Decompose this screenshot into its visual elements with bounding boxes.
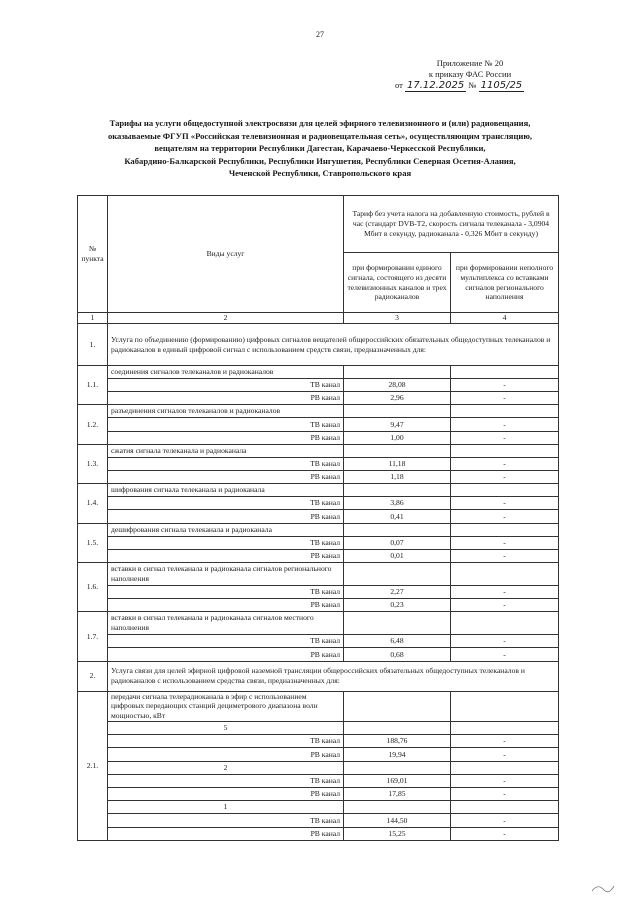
- table-row: [78, 635, 559, 648]
- tariff-value: 0,07: [344, 536, 451, 549]
- table-row: [78, 470, 559, 483]
- table-row: [78, 379, 559, 392]
- item-text: разъединения сигналов телеканалов и радиоканалов: [108, 405, 344, 418]
- channel-label: ТВ канал: [108, 457, 344, 470]
- channel-label: РВ канал: [108, 549, 344, 562]
- table-row: [78, 787, 559, 800]
- power-label: 2: [108, 761, 344, 774]
- empty-cell: [344, 691, 451, 721]
- tariff-value-regional: -: [451, 585, 559, 598]
- channel-label: РВ канал: [108, 599, 344, 612]
- channel-label: РВ канал: [108, 648, 344, 661]
- item-text: сжатия сигнала телеканала и радиоканала: [108, 444, 344, 457]
- channel-label: РВ канал: [108, 748, 344, 761]
- table-row: [78, 774, 559, 787]
- tariff-value: 6,48: [344, 635, 451, 648]
- channel-label: РВ канал: [108, 510, 344, 523]
- tariff-value-regional: -: [451, 774, 559, 787]
- empty-cell: [344, 761, 451, 774]
- tariff-value: 28,08: [344, 379, 451, 392]
- tariff-value: 17,85: [344, 787, 451, 800]
- power-label: 1: [108, 801, 344, 814]
- appendix-from: от: [395, 80, 403, 90]
- empty-cell: [451, 801, 559, 814]
- section-text: Услуга по объединению (формированию) цифровых сигналов вещателей общероссийских обязательных общедоступных телеканалов и радиоканалов в единый цифровой сигнал с использованием средств связи, предназначенных для:: [108, 324, 559, 366]
- title-line: Чеченской Республики, Ставропольского края: [228, 168, 412, 179]
- channel-label: РВ канал: [108, 827, 344, 840]
- empty-cell: [451, 691, 559, 721]
- tariff-value-regional: -: [451, 470, 559, 483]
- title-line: Тарифы на услуги общедоступной электросвязи для целей эфирного телевизионного и (или) радиовещания,: [109, 118, 531, 128]
- page-number: 27: [316, 30, 324, 39]
- header-index: 2: [108, 313, 344, 324]
- appendix-date-line: [395, 80, 545, 91]
- empty-cell: [451, 405, 559, 418]
- tariff-table: [77, 195, 559, 841]
- table-row: [78, 801, 559, 814]
- table-row: [78, 324, 559, 366]
- tariff-value: 15,25: [344, 827, 451, 840]
- item-number: 1.1.: [78, 366, 108, 405]
- header-services: Виды услуг: [108, 196, 344, 313]
- table-row: [78, 549, 559, 562]
- table-row: [78, 691, 559, 721]
- table-row: [78, 612, 559, 635]
- empty-cell: [344, 562, 451, 585]
- header-index: 4: [451, 313, 559, 324]
- tariff-value-regional: -: [451, 431, 559, 444]
- empty-cell: [451, 366, 559, 379]
- tariff-value: 11,18: [344, 457, 451, 470]
- channel-label: РВ канал: [108, 787, 344, 800]
- empty-cell: [344, 484, 451, 497]
- tariff-value-regional: -: [451, 787, 559, 800]
- channel-label: ТВ канал: [108, 735, 344, 748]
- table-row: [78, 431, 559, 444]
- title-line: вещателям на территории Республики Дагестан, Карачаево-Черкесской Республики,: [154, 143, 486, 154]
- appendix-order: к приказу ФАС России: [428, 69, 512, 79]
- table-row: [78, 585, 559, 598]
- item-number: 1.7.: [78, 612, 108, 661]
- table-row: [78, 562, 559, 585]
- table-row: [78, 761, 559, 774]
- channel-label: РВ канал: [108, 431, 344, 444]
- tariff-value: 2,27: [344, 585, 451, 598]
- item-text: передачи сигнала телерадиоканала в эфир с использованием цифровых передающих станций дециметрового диапазона волн мощностью, кВт: [108, 691, 344, 721]
- empty-cell: [344, 801, 451, 814]
- empty-cell: [344, 612, 451, 635]
- table-row: [78, 484, 559, 497]
- header-index: 1: [78, 313, 108, 324]
- table-row: [78, 722, 559, 735]
- empty-cell: [344, 444, 451, 457]
- tariff-value-regional: -: [451, 536, 559, 549]
- table-row: [78, 748, 559, 761]
- table-row: [78, 510, 559, 523]
- table-row: [78, 444, 559, 457]
- table-row: [78, 392, 559, 405]
- tariff-value: 0,41: [344, 510, 451, 523]
- section-text: Услуга связи для целей эфирной цифровой наземной трансляции общероссийских обязательных общедоступных телеканалов и радиоканалов с использованием средства связи, предназначенных для:: [108, 661, 559, 691]
- section-number: 1.: [78, 324, 108, 366]
- empty-cell: [451, 562, 559, 585]
- channel-label: РВ канал: [108, 392, 344, 405]
- tariff-value-regional: -: [451, 635, 559, 648]
- empty-cell: [451, 523, 559, 536]
- item-number: 1.5.: [78, 523, 108, 562]
- item-text: дешифрования сигнала телеканала и радиоканала: [108, 523, 344, 536]
- title-line: оказываемые ФГУП «Российская телевизионная и радиовещательная сеть», осуществляющим трансляцию,: [107, 130, 533, 141]
- tariff-value-regional: -: [451, 392, 559, 405]
- tariff-value: 0,68: [344, 648, 451, 661]
- item-text: вставки в сигнал телеканала и радиоканала сигналов регионального наполнения: [108, 562, 344, 585]
- appendix-date: 17.12.2025: [406, 80, 465, 91]
- power-label: 5: [108, 722, 344, 735]
- item-text: соединения сигналов телеканалов и радиоканалов: [108, 366, 344, 379]
- empty-cell: [451, 761, 559, 774]
- tariff-value: 0,01: [344, 549, 451, 562]
- appendix-title: Приложение № 20: [436, 58, 504, 68]
- tariff-value-regional: -: [451, 549, 559, 562]
- section-number: 2.: [78, 661, 108, 691]
- header-col3: при формировании единого сигнала, состоящего из десяти телевизионных каналов и трех радиоканалов: [344, 253, 451, 313]
- tariff-value-regional: -: [451, 648, 559, 661]
- tariff-value: 1,00: [344, 431, 451, 444]
- empty-cell: [344, 523, 451, 536]
- channel-label: ТВ канал: [108, 774, 344, 787]
- tariff-value-regional: -: [451, 814, 559, 827]
- tariff-value: 1,18: [344, 470, 451, 483]
- item-number: 1.2.: [78, 405, 108, 444]
- tariff-value: 9,47: [344, 418, 451, 431]
- document-title: [62, 117, 578, 180]
- table-row: [78, 405, 559, 418]
- table-row: [78, 366, 559, 379]
- table-row: [78, 497, 559, 510]
- header-col4: при формировании неполного мультиплекса со вставками сигналов регионального наполнения: [451, 253, 559, 313]
- table-row: [78, 827, 559, 840]
- tariff-value: 169,01: [344, 774, 451, 787]
- empty-cell: [451, 484, 559, 497]
- channel-label: ТВ канал: [108, 585, 344, 598]
- item-number: 2.1.: [78, 691, 108, 840]
- appendix-no-label: №: [468, 80, 477, 90]
- table-row: [78, 457, 559, 470]
- table-row: [78, 735, 559, 748]
- table-row: [78, 523, 559, 536]
- tariff-value-regional: -: [451, 510, 559, 523]
- empty-cell: [344, 722, 451, 735]
- header-tariff: Тариф без учета налога на добавленную стоимость, рублей в час (стандарт DVB-T2, скорость сигнала телеканала - 3,0904 Мбит в секунду, радиоканала - 0,326 Мбит в секунду): [344, 196, 559, 253]
- channel-label: РВ канал: [108, 470, 344, 483]
- table-row: [78, 648, 559, 661]
- table-row: [78, 536, 559, 549]
- table-row: [78, 814, 559, 827]
- title-line: Кабардино-Балкарской Республики, Республики Ингушетия, Республики Северная Осетия-Алания,: [124, 155, 516, 166]
- tariff-value-regional: -: [451, 827, 559, 840]
- item-text: шифрования сигнала телеканала и радиоканала: [108, 484, 344, 497]
- channel-label: ТВ канал: [108, 635, 344, 648]
- table-row: [78, 661, 559, 691]
- tariff-value-regional: -: [451, 379, 559, 392]
- tariff-value-regional: -: [451, 457, 559, 470]
- table-row: [78, 418, 559, 431]
- empty-cell: [451, 612, 559, 635]
- tariff-value-regional: -: [451, 418, 559, 431]
- item-text: вставки в сигнал телеканала и радиоканала сигналов местного наполнения: [108, 612, 344, 635]
- tariff-value-regional: -: [451, 599, 559, 612]
- tariff-value: 2,96: [344, 392, 451, 405]
- item-number: 1.3.: [78, 444, 108, 483]
- channel-label: ТВ канал: [108, 814, 344, 827]
- tariff-value-regional: -: [451, 735, 559, 748]
- tariff-value-regional: -: [451, 748, 559, 761]
- tariff-value-regional: -: [451, 497, 559, 510]
- empty-cell: [451, 722, 559, 735]
- tariff-value: 3,86: [344, 497, 451, 510]
- channel-label: ТВ канал: [108, 379, 344, 392]
- appendix-number: 1105/25: [480, 80, 523, 91]
- empty-cell: [344, 366, 451, 379]
- channel-label: ТВ канал: [108, 497, 344, 510]
- appendix-block: [395, 58, 545, 91]
- empty-cell: [344, 405, 451, 418]
- header-num: № пункта: [78, 196, 108, 313]
- header-index: 3: [344, 313, 451, 324]
- corner-mark-icon: [588, 881, 618, 895]
- item-number: 1.6.: [78, 562, 108, 611]
- empty-cell: [451, 444, 559, 457]
- tariff-value: 0,23: [344, 599, 451, 612]
- channel-label: ТВ канал: [108, 418, 344, 431]
- tariff-value: 144,50: [344, 814, 451, 827]
- tariff-value: 188,76: [344, 735, 451, 748]
- channel-label: ТВ канал: [108, 536, 344, 549]
- table-row: [78, 599, 559, 612]
- item-number: 1.4.: [78, 484, 108, 523]
- tariff-value: 19,94: [344, 748, 451, 761]
